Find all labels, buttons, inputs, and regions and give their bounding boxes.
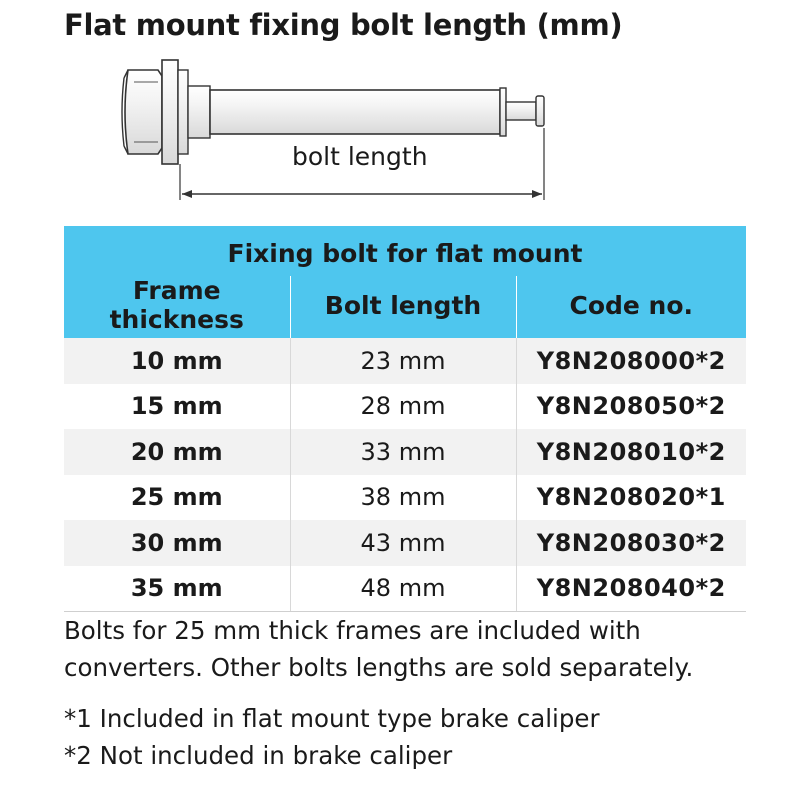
bolt-length-cell: 23 mm — [290, 338, 516, 384]
bolt-length-cell: 43 mm — [290, 520, 516, 566]
footnote-1: *1 Included in flat mount type brake caliper — [64, 704, 600, 733]
frame-thickness-cell: 20 mm — [64, 429, 290, 475]
column-header-frame-thickness: Frame thickness — [64, 276, 290, 338]
frame-thickness-cell: 10 mm — [64, 338, 290, 384]
note-line-2: converters. Other bolts lengths are sold separately. — [64, 653, 694, 682]
code-no-cell: Y8N208030*2 — [516, 520, 746, 566]
column-header-code-no: Code no. — [516, 276, 746, 338]
bolt-length-cell: 28 mm — [290, 384, 516, 430]
footnote-2: *2 Not included in brake caliper — [64, 741, 453, 770]
code-no-cell: Y8N208050*2 — [516, 384, 746, 430]
code-no-cell: Y8N208000*2 — [516, 338, 746, 384]
code-no-cell: Y8N208040*2 — [516, 566, 746, 612]
bolt-spec-table — [64, 226, 746, 612]
frame-thickness-cell: 35 mm — [64, 566, 290, 612]
table-row — [64, 384, 746, 430]
code-no-cell: Y8N208010*2 — [516, 429, 746, 475]
bolt-spec-table-container — [64, 226, 746, 612]
table-heading: Fixing bolt for flat mount — [64, 226, 746, 276]
bolt-shaft-shape — [210, 90, 500, 134]
table-row — [64, 429, 746, 475]
frame-thickness-cell: 25 mm — [64, 475, 290, 521]
table-row — [64, 566, 746, 612]
page-title: Flat mount fixing bolt length (mm) — [64, 8, 623, 42]
bolt-length-label: bolt length — [292, 142, 428, 171]
column-header-bolt-length: Bolt length — [290, 276, 516, 338]
bolt-length-cell: 33 mm — [290, 429, 516, 475]
table-row — [64, 475, 746, 521]
bolt-length-cell: 48 mm — [290, 566, 516, 612]
bolt-length-cell: 38 mm — [290, 475, 516, 521]
bolt-head-shape — [125, 70, 162, 154]
bolt-diagram — [110, 52, 570, 212]
frame-thickness-cell: 30 mm — [64, 520, 290, 566]
table-row — [64, 520, 746, 566]
code-no-cell: Y8N208020*1 — [516, 475, 746, 521]
note-line-1: Bolts for 25 mm thick frames are included with — [64, 616, 641, 645]
notes-section — [64, 612, 764, 774]
bolt-flange-shape — [162, 60, 178, 164]
table-row — [64, 338, 746, 384]
frame-thickness-cell: 15 mm — [64, 384, 290, 430]
